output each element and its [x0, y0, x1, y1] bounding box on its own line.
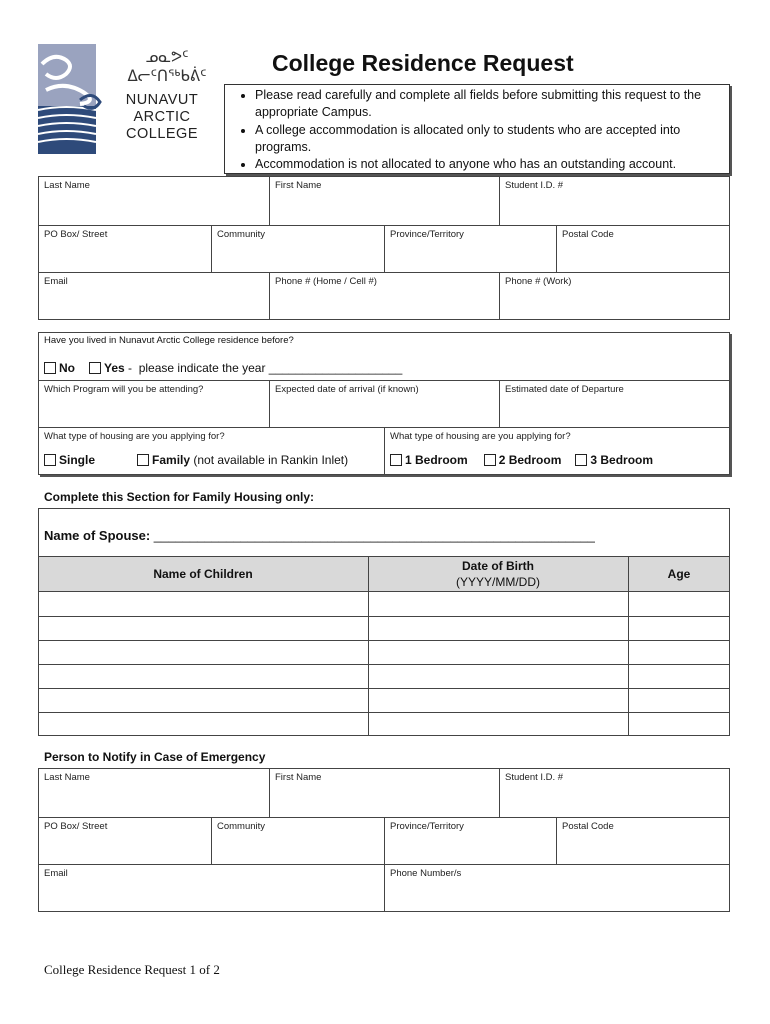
instructions-box [224, 84, 730, 174]
emergency-student-id[interactable]: Student I.D. # [499, 768, 730, 818]
field-phone-work[interactable]: Phone # (Work) [499, 272, 730, 320]
page-footer: College Residence Request 1 of 2 [44, 962, 220, 977]
no-checkbox[interactable] [44, 362, 56, 374]
field-student-id[interactable]: Student I.D. # [499, 176, 730, 226]
bedroom-2-checkbox[interactable] [484, 454, 496, 466]
field-community[interactable]: Community [211, 225, 385, 273]
logo-name: NUNAVUT ARCTIC COLLEGE [125, 92, 199, 142]
field-phone-home[interactable]: Phone # (Home / Cell #) [269, 272, 500, 320]
bedroom-options: 1 Bedroom 2 Bedroom 3 Bedroom [390, 453, 653, 467]
instruction-item: • A college accommodation is allocated only to students who are accepted into programs. [255, 122, 719, 157]
lived-before-options: No Yes - please indicate the year ____________________ [44, 361, 402, 375]
table-row[interactable] [39, 641, 368, 664]
year-line[interactable]: - please indicate the year ____________________ [124, 361, 403, 375]
bedroom-3-checkbox[interactable] [575, 454, 587, 466]
field-province[interactable]: Province/Territory [384, 225, 557, 273]
field-last-name[interactable]: Last Name [38, 176, 270, 226]
logo-syllabics: ᓄᓇᕗᑦ ᐃᓕᑦᑎᖅᑲᕖᑦ [127, 49, 207, 85]
bedroom-1-checkbox[interactable] [390, 454, 402, 466]
emergency-province[interactable]: Province/Territory [384, 817, 557, 865]
emergency-email[interactable]: Email [38, 864, 385, 912]
spouse-field[interactable]: Name of Spouse: _____________________________________________________________ [44, 528, 595, 543]
page-title: College Residence Request [272, 50, 574, 76]
table-row[interactable] [39, 689, 368, 712]
emergency-first-name[interactable]: First Name [269, 768, 500, 818]
lived-before-question: Have you lived in Nunavut Arctic College residence before? [44, 335, 294, 346]
table-row[interactable] [39, 665, 368, 688]
family-checkbox[interactable] [137, 454, 149, 466]
emergency-community[interactable]: Community [211, 817, 385, 865]
field-arrival-date[interactable]: Expected date of arrival (if known) [269, 380, 500, 428]
emergency-po-box[interactable]: PO Box/ Street [38, 817, 212, 865]
instruction-item: • Accommodation is not allocated to anyone who has an outstanding account. [255, 156, 719, 173]
emergency-last-name[interactable]: Last Name [38, 768, 270, 818]
field-postal-code[interactable]: Postal Code [556, 225, 730, 273]
emergency-postal-code[interactable]: Postal Code [556, 817, 730, 865]
instruction-item: • Please read carefully and complete all fields before submitting this request to the appropriate Campus. [255, 87, 719, 122]
field-first-name[interactable]: First Name [269, 176, 500, 226]
col-dob-header: Date of Birth (YYYY/MM/DD) [456, 559, 540, 589]
col-children-header: Name of Children [153, 567, 253, 581]
field-email[interactable]: Email [38, 272, 270, 320]
yes-checkbox[interactable] [89, 362, 101, 374]
table-row[interactable] [39, 713, 368, 735]
table-row[interactable] [39, 617, 368, 640]
single-checkbox[interactable] [44, 454, 56, 466]
housing-type-left: What type of housing are you applying for? [38, 427, 385, 475]
field-po-box[interactable]: PO Box/ Street [38, 225, 212, 273]
housing-options: Single Family (not available in Rankin Inlet) [44, 453, 348, 467]
field-departure-date[interactable]: Estimated date of Departure [499, 380, 730, 428]
col-divider [628, 556, 629, 736]
housing-type-right: What type of housing are you applying for? [384, 427, 730, 475]
family-section-heading: Complete this Section for Family Housing only: [44, 490, 315, 504]
emergency-heading: Person to Notify in Case of Emergency [44, 750, 266, 764]
emergency-phone[interactable]: Phone Number/s [384, 864, 730, 912]
field-program[interactable]: Which Program will you be attending? [38, 380, 270, 428]
col-age-header: Age [667, 567, 691, 581]
table-row[interactable] [39, 593, 368, 616]
